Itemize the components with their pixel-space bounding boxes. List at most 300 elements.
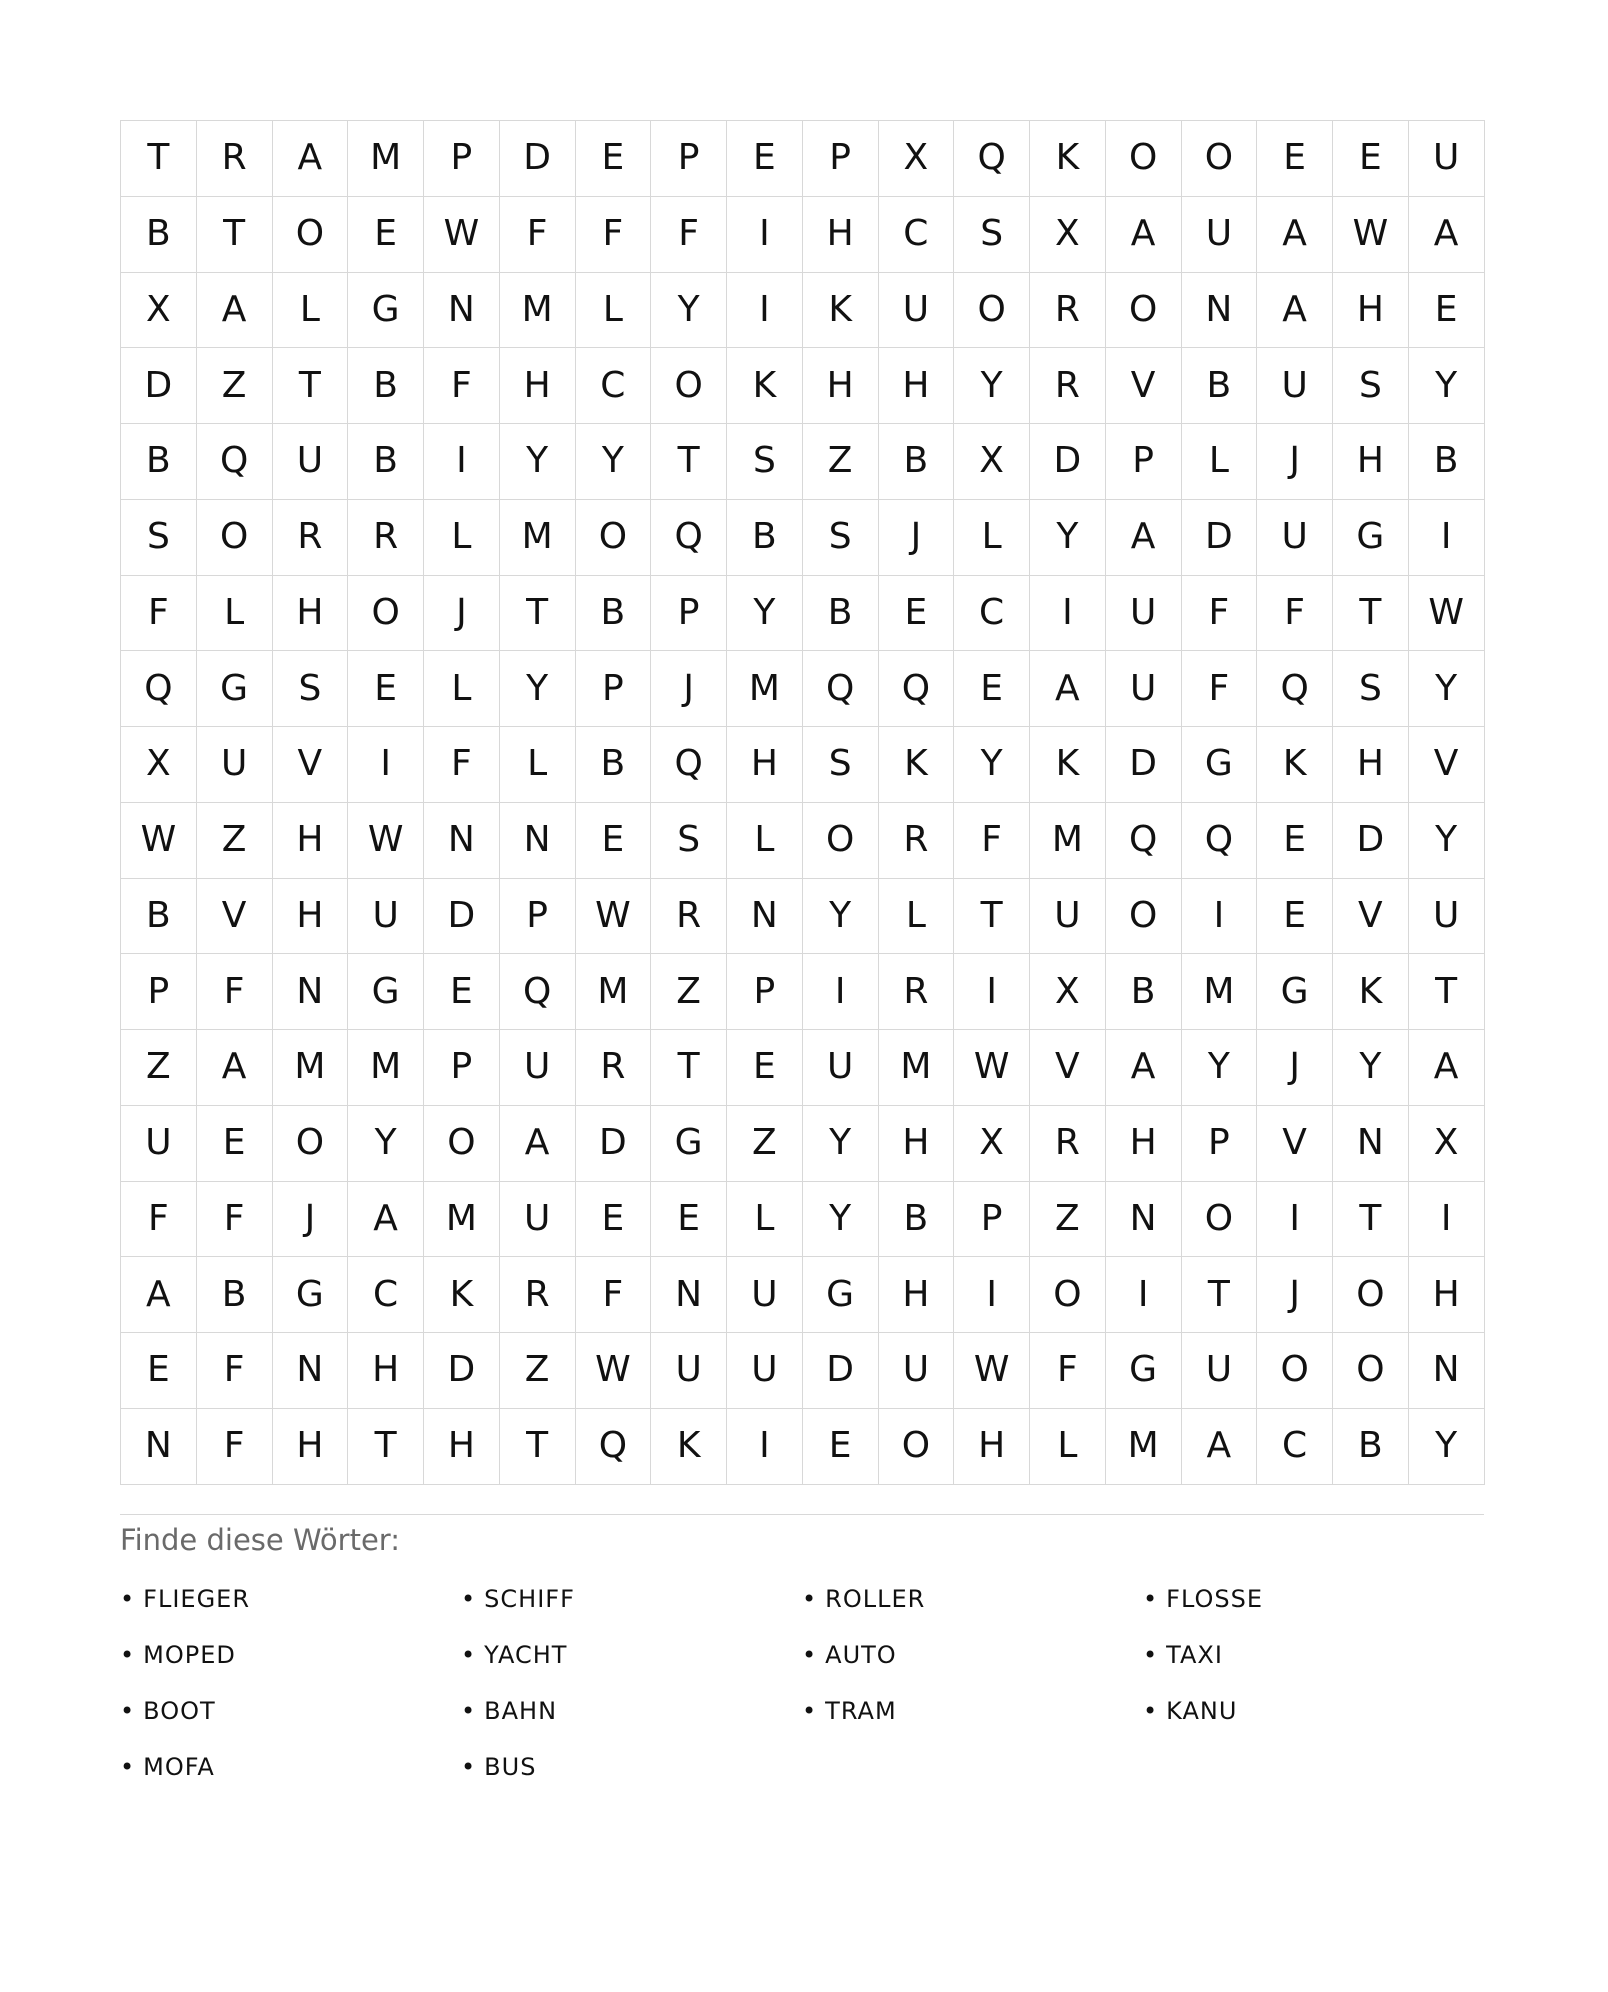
grid-cell[interactable]: I — [1182, 879, 1258, 955]
grid-cell[interactable]: Z — [803, 424, 879, 500]
grid-cell[interactable]: H — [1333, 424, 1409, 500]
grid-cell[interactable]: Y — [1409, 1409, 1485, 1485]
grid-cell[interactable]: H — [727, 727, 803, 803]
grid-cell[interactable]: Y — [803, 879, 879, 955]
grid-cell[interactable]: L — [954, 500, 1030, 576]
grid-cell[interactable]: O — [576, 500, 652, 576]
grid-cell[interactable]: H — [1106, 1106, 1182, 1182]
grid-cell[interactable]: Y — [1409, 651, 1485, 727]
grid-cell[interactable]: Y — [576, 424, 652, 500]
grid-cell[interactable]: U — [727, 1257, 803, 1333]
grid-cell[interactable]: E — [1257, 121, 1333, 197]
grid-cell[interactable]: P — [1182, 1106, 1258, 1182]
grid-cell[interactable]: Y — [1182, 1030, 1258, 1106]
grid-cell[interactable]: R — [576, 1030, 652, 1106]
grid-cell[interactable]: B — [348, 348, 424, 424]
letter-grid[interactable] — [120, 120, 1485, 1485]
grid-cell[interactable]: L — [273, 273, 349, 349]
grid-cell[interactable]: Q — [803, 651, 879, 727]
grid-cell[interactable]: V — [1333, 879, 1409, 955]
grid-cell[interactable]: H — [348, 1333, 424, 1409]
grid-cell[interactable]: N — [1409, 1333, 1485, 1409]
grid-cell[interactable]: D — [1106, 727, 1182, 803]
grid-cell[interactable]: O — [1106, 121, 1182, 197]
grid-cell[interactable]: N — [1106, 1182, 1182, 1258]
grid-cell[interactable]: U — [651, 1333, 727, 1409]
grid-cell[interactable]: L — [1030, 1409, 1106, 1485]
grid-cell[interactable]: R — [273, 500, 349, 576]
grid-cell[interactable]: B — [803, 576, 879, 652]
grid-cell[interactable]: W — [424, 197, 500, 273]
grid-cell[interactable]: I — [954, 1257, 1030, 1333]
grid-cell[interactable]: O — [879, 1409, 955, 1485]
grid-cell[interactable]: K — [651, 1409, 727, 1485]
grid-cell[interactable]: L — [576, 273, 652, 349]
grid-cell[interactable]: A — [1257, 273, 1333, 349]
grid-cell[interactable]: F — [1257, 576, 1333, 652]
grid-cell[interactable]: F — [500, 197, 576, 273]
grid-cell[interactable]: F — [954, 803, 1030, 879]
grid-cell[interactable]: J — [879, 500, 955, 576]
grid-cell[interactable]: X — [121, 727, 197, 803]
grid-cell[interactable]: N — [424, 273, 500, 349]
grid-cell[interactable]: M — [500, 500, 576, 576]
grid-cell[interactable]: C — [576, 348, 652, 424]
grid-cell[interactable]: T — [651, 1030, 727, 1106]
grid-cell[interactable]: I — [727, 273, 803, 349]
grid-cell[interactable]: C — [348, 1257, 424, 1333]
grid-cell[interactable]: N — [1333, 1106, 1409, 1182]
grid-cell[interactable]: A — [1409, 1030, 1485, 1106]
grid-cell[interactable]: E — [727, 121, 803, 197]
grid-cell[interactable]: G — [348, 273, 424, 349]
grid-cell[interactable]: I — [1409, 500, 1485, 576]
grid-cell[interactable]: R — [1030, 348, 1106, 424]
grid-cell[interactable]: Z — [500, 1333, 576, 1409]
grid-cell[interactable]: F — [576, 1257, 652, 1333]
grid-cell[interactable]: E — [576, 121, 652, 197]
grid-cell[interactable]: X — [954, 424, 1030, 500]
grid-cell[interactable]: E — [197, 1106, 273, 1182]
grid-cell[interactable]: B — [197, 1257, 273, 1333]
grid-cell[interactable]: Y — [954, 727, 1030, 803]
grid-cell[interactable]: D — [1030, 424, 1106, 500]
grid-cell[interactable]: R — [348, 500, 424, 576]
grid-cell[interactable]: J — [1257, 1257, 1333, 1333]
grid-cell[interactable]: J — [1257, 424, 1333, 500]
grid-cell[interactable]: I — [424, 424, 500, 500]
grid-cell[interactable]: R — [500, 1257, 576, 1333]
grid-cell[interactable]: H — [1333, 727, 1409, 803]
grid-cell[interactable]: B — [1106, 954, 1182, 1030]
grid-cell[interactable]: P — [576, 651, 652, 727]
grid-cell[interactable]: U — [197, 727, 273, 803]
grid-cell[interactable]: U — [273, 424, 349, 500]
grid-cell[interactable]: Y — [803, 1182, 879, 1258]
grid-cell[interactable]: U — [500, 1030, 576, 1106]
grid-cell[interactable]: A — [1182, 1409, 1258, 1485]
grid-cell[interactable]: Y — [651, 273, 727, 349]
grid-cell[interactable]: O — [954, 273, 1030, 349]
grid-cell[interactable]: B — [1409, 424, 1485, 500]
grid-cell[interactable]: T — [500, 576, 576, 652]
grid-cell[interactable]: O — [348, 576, 424, 652]
grid-cell[interactable]: U — [1257, 348, 1333, 424]
grid-cell[interactable]: T — [1409, 954, 1485, 1030]
grid-cell[interactable]: O — [273, 1106, 349, 1182]
grid-cell[interactable]: M — [273, 1030, 349, 1106]
grid-cell[interactable]: D — [1182, 500, 1258, 576]
grid-cell[interactable]: T — [121, 121, 197, 197]
grid-cell[interactable]: Y — [348, 1106, 424, 1182]
grid-cell[interactable]: F — [121, 576, 197, 652]
grid-cell[interactable]: U — [1106, 651, 1182, 727]
grid-cell[interactable]: V — [1106, 348, 1182, 424]
grid-cell[interactable]: T — [348, 1409, 424, 1485]
grid-cell[interactable]: V — [1257, 1106, 1333, 1182]
grid-cell[interactable]: Y — [954, 348, 1030, 424]
grid-cell[interactable]: N — [1182, 273, 1258, 349]
grid-cell[interactable]: N — [273, 1333, 349, 1409]
grid-cell[interactable]: O — [424, 1106, 500, 1182]
grid-cell[interactable]: I — [1409, 1182, 1485, 1258]
grid-cell[interactable]: B — [576, 576, 652, 652]
grid-cell[interactable]: P — [121, 954, 197, 1030]
grid-cell[interactable]: R — [1030, 273, 1106, 349]
grid-cell[interactable]: T — [1333, 576, 1409, 652]
grid-cell[interactable]: F — [424, 348, 500, 424]
grid-cell[interactable]: Y — [500, 651, 576, 727]
grid-cell[interactable]: R — [197, 121, 273, 197]
grid-cell[interactable]: X — [1030, 954, 1106, 1030]
grid-cell[interactable]: O — [1333, 1333, 1409, 1409]
grid-cell[interactable]: H — [954, 1409, 1030, 1485]
grid-cell[interactable]: O — [1333, 1257, 1409, 1333]
grid-cell[interactable]: T — [500, 1409, 576, 1485]
grid-cell[interactable]: D — [121, 348, 197, 424]
grid-cell[interactable]: U — [879, 1333, 955, 1409]
grid-cell[interactable]: A — [273, 121, 349, 197]
grid-cell[interactable]: U — [1106, 576, 1182, 652]
grid-cell[interactable]: E — [1333, 121, 1409, 197]
grid-cell[interactable]: O — [1182, 1182, 1258, 1258]
grid-cell[interactable]: E — [1257, 803, 1333, 879]
grid-cell[interactable]: F — [576, 197, 652, 273]
grid-cell[interactable]: L — [424, 500, 500, 576]
grid-cell[interactable]: K — [1333, 954, 1409, 1030]
grid-cell[interactable]: D — [803, 1333, 879, 1409]
grid-cell[interactable]: L — [727, 1182, 803, 1258]
grid-cell[interactable]: B — [576, 727, 652, 803]
grid-cell[interactable]: F — [1182, 651, 1258, 727]
grid-cell[interactable]: F — [197, 1182, 273, 1258]
grid-cell[interactable]: W — [576, 879, 652, 955]
grid-cell[interactable]: E — [651, 1182, 727, 1258]
grid-cell[interactable]: Q — [197, 424, 273, 500]
grid-cell[interactable]: A — [348, 1182, 424, 1258]
grid-cell[interactable]: Y — [1030, 500, 1106, 576]
grid-cell[interactable]: Q — [954, 121, 1030, 197]
grid-cell[interactable]: W — [121, 803, 197, 879]
grid-cell[interactable]: I — [1257, 1182, 1333, 1258]
grid-cell[interactable]: Q — [1182, 803, 1258, 879]
grid-cell[interactable]: E — [576, 803, 652, 879]
grid-cell[interactable]: M — [1030, 803, 1106, 879]
grid-cell[interactable]: S — [727, 424, 803, 500]
grid-cell[interactable]: U — [727, 1333, 803, 1409]
grid-cell[interactable]: G — [803, 1257, 879, 1333]
grid-cell[interactable]: S — [651, 803, 727, 879]
grid-cell[interactable]: U — [1409, 121, 1485, 197]
grid-cell[interactable]: M — [500, 273, 576, 349]
grid-cell[interactable]: Q — [500, 954, 576, 1030]
grid-cell[interactable]: P — [1106, 424, 1182, 500]
grid-cell[interactable]: N — [273, 954, 349, 1030]
grid-cell[interactable]: B — [121, 879, 197, 955]
grid-cell[interactable]: Y — [500, 424, 576, 500]
grid-cell[interactable]: N — [424, 803, 500, 879]
grid-cell[interactable]: M — [424, 1182, 500, 1258]
grid-cell[interactable]: Y — [1333, 1030, 1409, 1106]
grid-cell[interactable]: T — [954, 879, 1030, 955]
grid-cell[interactable]: D — [424, 879, 500, 955]
grid-cell[interactable]: T — [1333, 1182, 1409, 1258]
grid-cell[interactable]: Q — [879, 651, 955, 727]
grid-cell[interactable]: D — [576, 1106, 652, 1182]
grid-cell[interactable]: E — [727, 1030, 803, 1106]
grid-cell[interactable]: O — [1106, 273, 1182, 349]
grid-cell[interactable]: E — [348, 651, 424, 727]
grid-cell[interactable]: S — [954, 197, 1030, 273]
grid-cell[interactable]: E — [1409, 273, 1485, 349]
grid-cell[interactable]: N — [727, 879, 803, 955]
grid-cell[interactable]: E — [121, 1333, 197, 1409]
grid-cell[interactable]: O — [651, 348, 727, 424]
grid-cell[interactable]: Y — [1409, 803, 1485, 879]
grid-cell[interactable]: P — [651, 121, 727, 197]
grid-cell[interactable]: K — [424, 1257, 500, 1333]
grid-cell[interactable]: E — [879, 576, 955, 652]
grid-cell[interactable]: P — [727, 954, 803, 1030]
grid-cell[interactable]: O — [197, 500, 273, 576]
grid-cell[interactable]: O — [273, 197, 349, 273]
grid-cell[interactable]: K — [1030, 727, 1106, 803]
grid-cell[interactable]: G — [1182, 727, 1258, 803]
grid-cell[interactable]: A — [197, 273, 273, 349]
grid-cell[interactable]: H — [879, 348, 955, 424]
grid-cell[interactable]: L — [500, 727, 576, 803]
grid-cell[interactable]: U — [121, 1106, 197, 1182]
grid-cell[interactable]: M — [348, 121, 424, 197]
grid-cell[interactable]: B — [348, 424, 424, 500]
grid-cell[interactable]: L — [1182, 424, 1258, 500]
grid-cell[interactable]: T — [273, 348, 349, 424]
grid-cell[interactable]: X — [121, 273, 197, 349]
grid-cell[interactable]: F — [197, 1333, 273, 1409]
grid-cell[interactable]: S — [1333, 651, 1409, 727]
grid-cell[interactable]: A — [1030, 651, 1106, 727]
grid-cell[interactable]: I — [348, 727, 424, 803]
grid-cell[interactable]: R — [879, 803, 955, 879]
grid-cell[interactable]: J — [651, 651, 727, 727]
grid-cell[interactable]: L — [424, 651, 500, 727]
grid-cell[interactable]: E — [576, 1182, 652, 1258]
grid-cell[interactable]: A — [121, 1257, 197, 1333]
grid-cell[interactable]: E — [1257, 879, 1333, 955]
grid-cell[interactable]: S — [121, 500, 197, 576]
grid-cell[interactable]: Y — [1409, 348, 1485, 424]
grid-cell[interactable]: W — [954, 1030, 1030, 1106]
grid-cell[interactable]: I — [1030, 576, 1106, 652]
grid-cell[interactable]: S — [273, 651, 349, 727]
grid-cell[interactable]: T — [197, 197, 273, 273]
grid-cell[interactable]: J — [1257, 1030, 1333, 1106]
grid-cell[interactable]: E — [348, 197, 424, 273]
grid-cell[interactable]: W — [954, 1333, 1030, 1409]
grid-cell[interactable]: E — [803, 1409, 879, 1485]
grid-cell[interactable]: C — [954, 576, 1030, 652]
grid-cell[interactable]: X — [1409, 1106, 1485, 1182]
grid-cell[interactable]: U — [803, 1030, 879, 1106]
grid-cell[interactable]: Z — [727, 1106, 803, 1182]
grid-cell[interactable]: Q — [576, 1409, 652, 1485]
grid-cell[interactable]: A — [1106, 500, 1182, 576]
grid-cell[interactable]: R — [651, 879, 727, 955]
grid-cell[interactable]: P — [424, 1030, 500, 1106]
grid-cell[interactable]: H — [273, 879, 349, 955]
grid-cell[interactable]: I — [727, 1409, 803, 1485]
grid-cell[interactable]: B — [879, 1182, 955, 1258]
grid-cell[interactable]: U — [1182, 1333, 1258, 1409]
grid-cell[interactable]: A — [1257, 197, 1333, 273]
grid-cell[interactable]: A — [1409, 197, 1485, 273]
grid-cell[interactable]: F — [197, 954, 273, 1030]
grid-cell[interactable]: W — [1409, 576, 1485, 652]
grid-cell[interactable]: P — [500, 879, 576, 955]
grid-cell[interactable]: D — [1333, 803, 1409, 879]
grid-cell[interactable]: L — [197, 576, 273, 652]
grid-cell[interactable]: Q — [121, 651, 197, 727]
grid-cell[interactable]: U — [879, 273, 955, 349]
grid-cell[interactable]: I — [1106, 1257, 1182, 1333]
grid-cell[interactable]: U — [500, 1182, 576, 1258]
grid-cell[interactable]: N — [651, 1257, 727, 1333]
grid-cell[interactable]: C — [879, 197, 955, 273]
grid-cell[interactable]: N — [121, 1409, 197, 1485]
grid-cell[interactable]: M — [1182, 954, 1258, 1030]
grid-cell[interactable]: P — [424, 121, 500, 197]
grid-cell[interactable]: D — [500, 121, 576, 197]
grid-cell[interactable]: U — [1182, 197, 1258, 273]
grid-cell[interactable]: T — [1182, 1257, 1258, 1333]
grid-cell[interactable]: H — [273, 803, 349, 879]
grid-cell[interactable]: J — [424, 576, 500, 652]
grid-cell[interactable]: K — [1257, 727, 1333, 803]
grid-cell[interactable]: P — [651, 576, 727, 652]
grid-cell[interactable]: F — [121, 1182, 197, 1258]
grid-cell[interactable]: B — [121, 424, 197, 500]
grid-cell[interactable]: K — [803, 273, 879, 349]
grid-cell[interactable]: H — [424, 1409, 500, 1485]
grid-cell[interactable]: G — [197, 651, 273, 727]
grid-cell[interactable]: F — [197, 1409, 273, 1485]
grid-cell[interactable]: O — [1257, 1333, 1333, 1409]
grid-cell[interactable]: S — [1333, 348, 1409, 424]
grid-cell[interactable]: E — [954, 651, 1030, 727]
grid-cell[interactable]: S — [803, 500, 879, 576]
grid-cell[interactable]: V — [1030, 1030, 1106, 1106]
grid-cell[interactable]: Y — [803, 1106, 879, 1182]
grid-cell[interactable]: G — [1333, 500, 1409, 576]
grid-cell[interactable]: C — [1257, 1409, 1333, 1485]
grid-cell[interactable]: I — [803, 954, 879, 1030]
grid-cell[interactable]: H — [1409, 1257, 1485, 1333]
grid-cell[interactable]: Q — [651, 727, 727, 803]
grid-cell[interactable]: H — [803, 197, 879, 273]
grid-cell[interactable]: G — [1106, 1333, 1182, 1409]
grid-cell[interactable]: Y — [727, 576, 803, 652]
grid-cell[interactable]: S — [803, 727, 879, 803]
grid-cell[interactable]: O — [1182, 121, 1258, 197]
grid-cell[interactable]: H — [273, 1409, 349, 1485]
grid-cell[interactable]: H — [879, 1257, 955, 1333]
grid-cell[interactable]: H — [500, 348, 576, 424]
grid-cell[interactable]: A — [1106, 197, 1182, 273]
grid-cell[interactable]: T — [651, 424, 727, 500]
grid-cell[interactable]: A — [500, 1106, 576, 1182]
grid-cell[interactable]: K — [727, 348, 803, 424]
grid-cell[interactable]: B — [727, 500, 803, 576]
grid-cell[interactable]: F — [651, 197, 727, 273]
grid-cell[interactable]: Z — [121, 1030, 197, 1106]
grid-cell[interactable]: E — [424, 954, 500, 1030]
grid-cell[interactable]: Z — [197, 348, 273, 424]
grid-cell[interactable]: O — [1030, 1257, 1106, 1333]
grid-cell[interactable]: G — [348, 954, 424, 1030]
grid-cell[interactable]: N — [500, 803, 576, 879]
grid-cell[interactable]: G — [651, 1106, 727, 1182]
grid-cell[interactable]: K — [1030, 121, 1106, 197]
grid-cell[interactable]: M — [348, 1030, 424, 1106]
grid-cell[interactable]: V — [197, 879, 273, 955]
grid-cell[interactable]: U — [1030, 879, 1106, 955]
grid-cell[interactable]: X — [1030, 197, 1106, 273]
grid-cell[interactable]: W — [348, 803, 424, 879]
grid-cell[interactable]: U — [348, 879, 424, 955]
grid-cell[interactable]: F — [1182, 576, 1258, 652]
grid-cell[interactable]: U — [1409, 879, 1485, 955]
grid-cell[interactable]: H — [879, 1106, 955, 1182]
grid-cell[interactable]: V — [273, 727, 349, 803]
grid-cell[interactable]: Q — [1106, 803, 1182, 879]
grid-cell[interactable]: I — [954, 954, 1030, 1030]
grid-cell[interactable]: B — [879, 424, 955, 500]
grid-cell[interactable]: H — [1333, 273, 1409, 349]
grid-cell[interactable]: V — [1409, 727, 1485, 803]
grid-cell[interactable]: H — [273, 576, 349, 652]
grid-cell[interactable]: Q — [1257, 651, 1333, 727]
grid-cell[interactable]: H — [803, 348, 879, 424]
grid-cell[interactable]: G — [1257, 954, 1333, 1030]
grid-cell[interactable]: R — [1030, 1106, 1106, 1182]
grid-cell[interactable]: J — [273, 1182, 349, 1258]
grid-cell[interactable]: Z — [1030, 1182, 1106, 1258]
grid-cell[interactable]: W — [576, 1333, 652, 1409]
grid-cell[interactable]: Z — [197, 803, 273, 879]
grid-cell[interactable]: Q — [651, 500, 727, 576]
grid-cell[interactable]: B — [1333, 1409, 1409, 1485]
grid-cell[interactable]: B — [121, 197, 197, 273]
